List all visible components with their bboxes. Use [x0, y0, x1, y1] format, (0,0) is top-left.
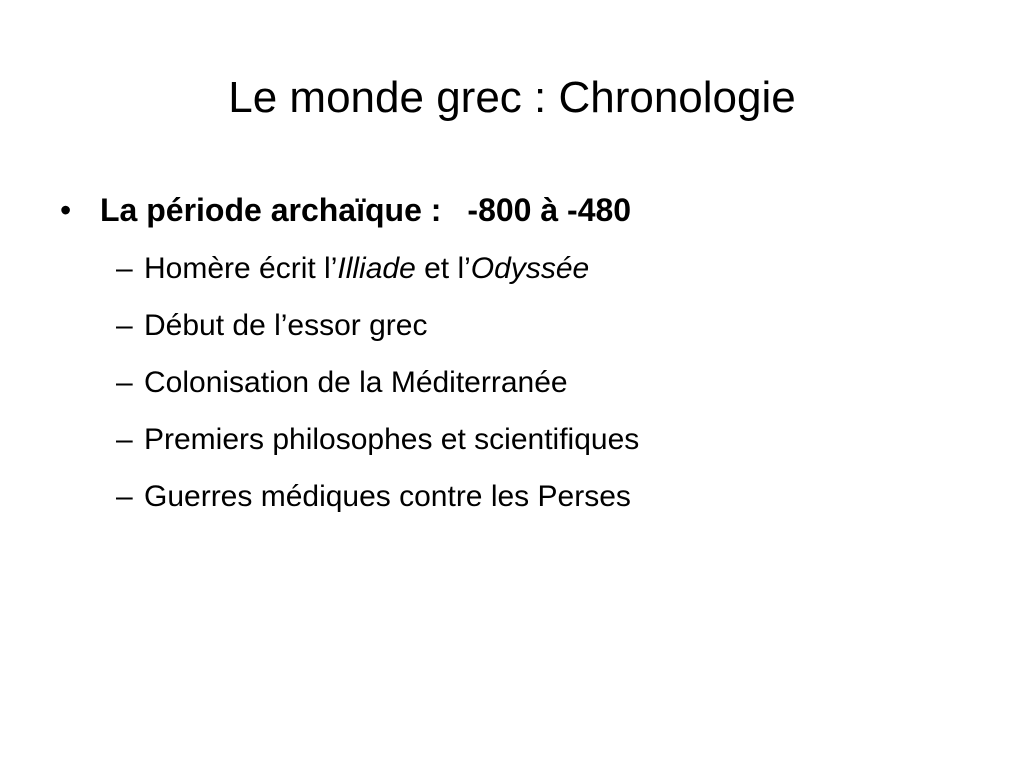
- dash-icon: –: [116, 422, 133, 456]
- bullet-icon: •: [60, 191, 72, 228]
- italic-work-title: Odyssée: [470, 251, 590, 285]
- italic-work-title: Illiade: [337, 251, 416, 285]
- dash-icon: –: [116, 251, 133, 285]
- sub-bullet-text: [144, 252, 589, 286]
- main-bullet: [56, 188, 631, 232]
- text-part: Homère écrit l’: [144, 251, 338, 285]
- sub-bullet-item: [116, 411, 639, 468]
- sub-bullet-item: [116, 354, 639, 411]
- sub-bullet-item: [116, 297, 639, 354]
- dash-icon: –: [116, 479, 133, 513]
- dash-icon: –: [116, 308, 133, 342]
- slide-title: Le monde grec : Chronologie: [228, 73, 796, 122]
- sub-bullet-item: [116, 468, 639, 525]
- sub-bullet-text: Premiers philosophes et scientifiques: [144, 422, 640, 456]
- dash-icon: –: [116, 365, 133, 399]
- sub-bullet-list: [116, 240, 639, 525]
- sub-bullet-text: Guerres médiques contre les Perses: [144, 479, 631, 513]
- bullet-date-range: -800 à -480: [467, 191, 632, 228]
- sub-bullet-text: Colonisation de la Méditerranée: [144, 365, 568, 399]
- sub-bullet-text: Début de l’essor grec: [144, 308, 428, 342]
- sub-bullet-item: [116, 240, 639, 297]
- bullet-label: La période archaïque :: [100, 191, 442, 228]
- text-part: et l’: [415, 251, 471, 285]
